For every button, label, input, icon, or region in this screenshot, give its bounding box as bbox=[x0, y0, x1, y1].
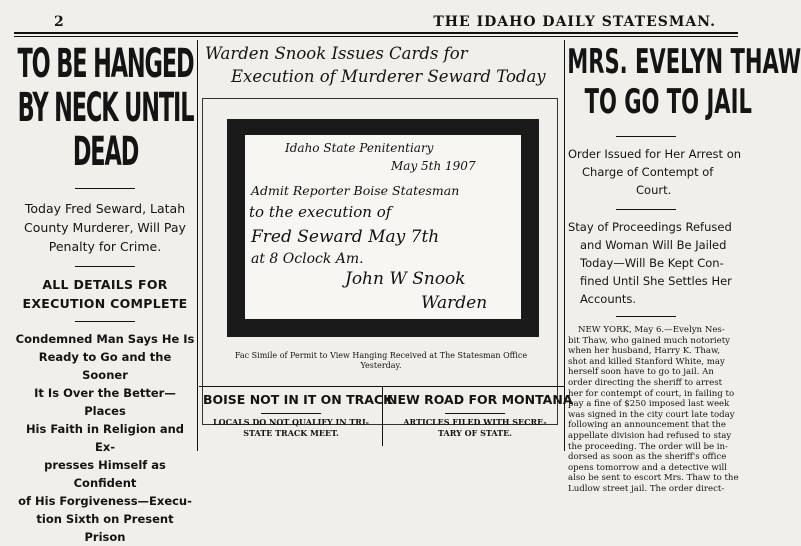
left-subhead-line: EXECUTION COMPLETE bbox=[22, 296, 188, 311]
left-subdeck-line: His Faith in Religion and Ex- bbox=[25, 422, 185, 454]
handwriting-line: Warden bbox=[421, 293, 488, 313]
left-subdeck bbox=[14, 330, 196, 546]
center-bottom-articles bbox=[199, 386, 573, 438]
divider bbox=[75, 188, 135, 189]
left-deck-line: Today Fred Seward, Latah bbox=[24, 201, 186, 216]
body-line: following an announcement that the bbox=[568, 420, 726, 431]
body-line: when her husband, Harry K. Thaw, bbox=[568, 346, 721, 357]
body-line: order directing the sheriff to arrest bbox=[568, 377, 723, 388]
subhead-line: LOCALS DO NOT QUALIFY IN TRI- bbox=[212, 417, 370, 427]
divider bbox=[616, 209, 676, 210]
left-subdeck-line: It Is Over the Better—Places bbox=[34, 386, 176, 418]
body-line: dorsed as soon as the sheriff's office bbox=[568, 452, 727, 463]
column-divider-inner bbox=[382, 386, 383, 446]
top-rule-thin bbox=[14, 36, 738, 37]
divider bbox=[75, 321, 135, 322]
handwriting-line: at 8 Oclock Am. bbox=[251, 251, 364, 267]
right-body-text bbox=[566, 325, 738, 495]
right-headline-line: TO GO TO JAIL bbox=[584, 82, 752, 122]
body-line: also be sent to escort Mrs. Thaw to the bbox=[568, 473, 739, 484]
page-number: 2 bbox=[54, 14, 64, 30]
montana-road-subhead bbox=[387, 417, 563, 439]
left-headline-line: BY NECK UNTIL bbox=[17, 85, 194, 131]
card-border bbox=[227, 119, 539, 337]
body-line: pay a fine of $250 imposed last week bbox=[568, 399, 730, 410]
body-line: bit Thaw, who gained much notoriety bbox=[568, 335, 730, 346]
permit-illustration bbox=[202, 98, 558, 425]
left-subdeck-line: Condemned Man Says He Is bbox=[15, 332, 195, 346]
top-rule bbox=[14, 32, 738, 34]
caption-line: Yesterday. bbox=[360, 361, 402, 370]
montana-road-headline: NEW ROAD FOR MONTANA bbox=[387, 392, 573, 407]
caption-line: Fac Simile of Permit to View Hanging Received at The Statesman Office bbox=[234, 351, 528, 360]
handwriting-line: Admit Reporter Boise Statesman bbox=[251, 183, 460, 198]
divider bbox=[75, 266, 135, 267]
left-deck-line: County Murderer, Will Pay bbox=[24, 220, 186, 235]
right-deck-line: Court. bbox=[636, 183, 672, 197]
left-subdeck-line: Ready to Go and the Sooner bbox=[38, 350, 172, 382]
handwriting-line: to the execution of bbox=[249, 203, 392, 221]
photo-caption bbox=[211, 351, 551, 371]
handwriting-line: Idaho State Penitentiary bbox=[285, 141, 434, 155]
masthead: THE IDAHO DAILY STATESMAN. bbox=[433, 14, 716, 30]
right-deck2-line: Today—Will Be Kept Con- bbox=[580, 256, 724, 270]
body-line: was signed in the city court late today bbox=[568, 409, 735, 420]
left-article bbox=[14, 42, 196, 546]
center-article bbox=[199, 42, 573, 438]
body-line: NEW YORK, May 6.—Evelyn Nes- bbox=[578, 325, 725, 335]
body-line: opens tomorrow and a detective will bbox=[568, 462, 728, 473]
body-line: herself soon have to go to jail. An bbox=[568, 367, 714, 378]
left-deck-line: Penalty for Crime. bbox=[48, 239, 162, 254]
left-headline-line: DEAD bbox=[72, 129, 139, 175]
body-line: her for contempt of court, in failing to bbox=[568, 388, 735, 399]
left-subdeck-line: tion Sixth on Present Prison bbox=[36, 512, 174, 544]
right-deck2-line: Accounts. bbox=[580, 292, 637, 306]
left-subdeck-line: of His Forgiveness—Execu- bbox=[18, 494, 192, 508]
right-deck2-line: fined Until She Settles Her bbox=[580, 274, 732, 288]
boise-track-headline: BOISE NOT IN IT ON TRACK bbox=[203, 392, 393, 407]
subhead-line: ARTICLES FILED WITH SECRE- bbox=[403, 417, 547, 427]
body-line: appellate division had refused to stay bbox=[568, 430, 732, 441]
handwriting-line: John W Snook bbox=[345, 269, 466, 289]
center-headline bbox=[199, 42, 564, 88]
left-subdeck-line: presses Himself as Confident bbox=[44, 458, 166, 490]
boise-track-article bbox=[203, 392, 393, 439]
permit-card bbox=[245, 135, 521, 319]
center-headline-line: Execution of Murderer Seward Today bbox=[231, 67, 546, 86]
column-divider-left bbox=[197, 40, 198, 451]
divider bbox=[445, 413, 505, 414]
handwriting-line: Fred Seward May 7th bbox=[251, 227, 440, 247]
center-headline-line: Warden Snook Issues Cards for bbox=[205, 44, 468, 63]
right-article bbox=[566, 42, 801, 495]
body-line: the proceeding. The order will be in- bbox=[568, 441, 728, 452]
body-line: shot and killed Stanford White, may bbox=[568, 356, 725, 367]
subhead-line: STATE TRACK MEET. bbox=[243, 428, 339, 438]
boise-track-subhead bbox=[203, 417, 379, 439]
body-line: Ludlow street jail. The order direct- bbox=[568, 483, 725, 494]
right-headline bbox=[566, 42, 801, 126]
montana-road-article bbox=[387, 392, 573, 439]
right-headline-line: MRS. EVELYN THAW bbox=[567, 42, 801, 82]
divider bbox=[616, 136, 676, 137]
left-subhead-line: ALL DETAILS FOR bbox=[42, 277, 168, 292]
column-divider-right bbox=[564, 40, 565, 451]
right-deck-line: Charge of Contempt of bbox=[582, 165, 714, 179]
left-headline bbox=[15, 42, 197, 174]
left-deck bbox=[14, 199, 196, 256]
right-deck2-line: Stay of Proceedings Refused bbox=[568, 220, 732, 234]
divider bbox=[261, 413, 321, 414]
left-subhead bbox=[14, 275, 196, 313]
right-deck-line: Order Issued for Her Arrest on bbox=[568, 147, 742, 161]
left-headline-line: TO BE HANGED bbox=[17, 41, 194, 87]
subhead-line: TARY OF STATE. bbox=[438, 428, 512, 438]
right-deck-secondary bbox=[566, 218, 738, 308]
right-deck2-line: and Woman Will Be Jailed bbox=[580, 238, 727, 252]
right-deck bbox=[566, 145, 742, 199]
handwriting-line: May 5th 1907 bbox=[391, 159, 476, 173]
divider bbox=[616, 316, 676, 317]
